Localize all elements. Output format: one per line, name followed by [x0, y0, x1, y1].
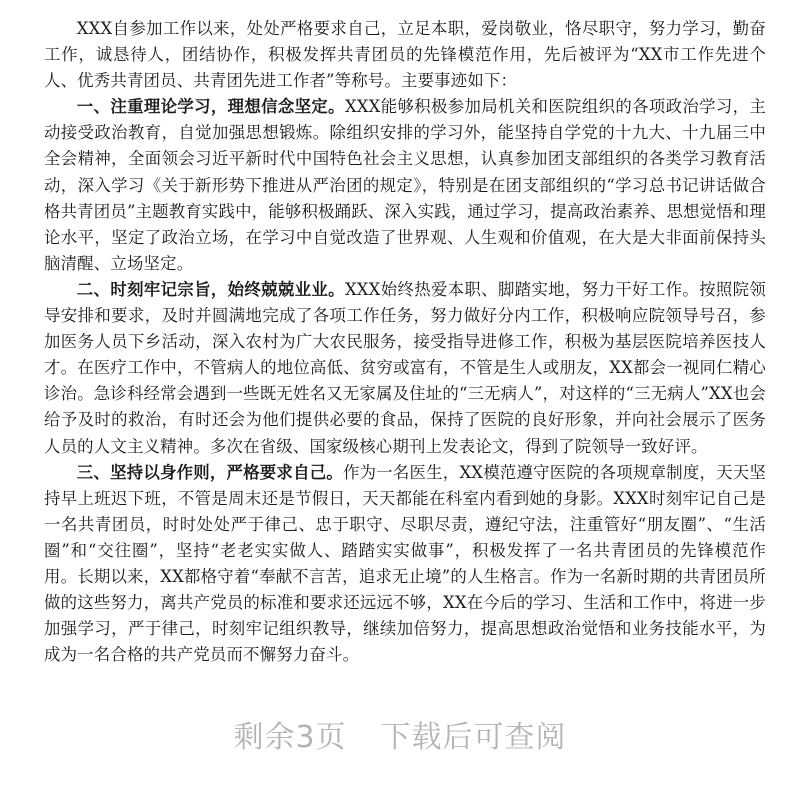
section-heading-3: 三、坚持以身作则，严格要求自己。 — [76, 462, 343, 482]
document-body — [44, 16, 766, 668]
section-body-1: XXX能够积极参加局机关和医院组织的各项政治学习，主动接受政治教育，自觉加强思想锻炼。除组织安排的学习外，能坚持自学党的十九大、十九届三中全会精神，全面领会习近平新时代中国特色社会主义思想，认真参加团支部组织的各类学习教育活动，深入学习《关于新形势下推进从严治团的规定》，特别是在团支部组织的“学习总书记讲话做合格共青团员”主题教育实践中，能够积极踊跃、深入实践，通过学习，提高政治素养、思想觉悟和理论水平，坚定了政治立场，在学习中自觉改造了世界观、人生观和价值观，在大是大非面前保持头脑清醒、立场坚定。 — [44, 97, 766, 273]
section-body-3: 作为一名医生，XX模范遵守医院的各项规章制度，天天坚持早上班迟下班，不管是周末还是节假日，天天都能在科室内看到她的身影。XXX时刻牢记自己是一名共青团员，时时处处严于律己、忠于职守、尽职尽责，遵纪守法，注重管好“朋友圈”、“生活圈”和“交往圈”，坚持“老老实实做人、踏踏实实做事”，积极发挥了一名共青团员的先锋模范作用。长期以来，XX都格守着“奉献不言苦，追求无止境”的人生格言。作为一名新时期的共青团员所做的这些努力，离共产党员的标准和要求还远远不够，XX在今后的学习、生活和工作中，将进一步加强学习，严于律己，时刻牢记组织教导，继续加倍努力，提高思想政治觉悟和业务技能水平，为成为一名合格的共产党员而不懈努力奋斗。 — [44, 462, 766, 665]
section-paragraph-3 — [44, 460, 766, 669]
section-heading-2: 二、时刻牢记宗旨，始终兢兢业业。 — [76, 279, 345, 299]
section-body-2: XXX始终热爱本职、脚踏实地，努力干好工作。按照院领导安排和要求，及时并圆满地完成了各项工作任务，努力做好分内工作，积极响应院领导号召，参加医务人员下乡活动，深入农村为广大农民服务，接受指导进修工作，积极为基层医院培养医技人才。在医疗工作中，不管病人的地位高低、贫穷或富有，不管是生人或朋友，XX都会一视同仁精心诊治。急诊科经常会遇到一些既无姓名又无家属及住址的“三无病人”，对这样的“三无病人”XX也会给予及时的救治，有时还会为他们提供必要的食品，保持了医院的良好形象，并向社会展示了医务人员的人文主义精神。多次在省级、国家级核心期刊上发表论文，得到了院领导一致好评。 — [44, 279, 766, 456]
remaining-pages-text: 剩余3页 — [233, 720, 347, 755]
preview-limit-banner[interactable] — [0, 712, 800, 756]
download-prompt-text: 下载后可查阅 — [380, 720, 567, 755]
section-paragraph-2 — [44, 277, 766, 460]
section-heading-1: 一、注重理论学习，理想信念坚定。 — [76, 97, 345, 117]
intro-paragraph: XXX自参加工作以来，处处严格要求自己，立足本职，爱岗敬业，恪尽职守，努力学习，勤奋工作，诚恳待人，团结协作，积极发挥共青团员的先锋模范作用，先后被评为“XX市工作先进个人、优秀共青团员、共青团先进工作者”等称号。主要事迹如下： — [44, 19, 766, 91]
section-paragraph-1 — [44, 94, 766, 277]
